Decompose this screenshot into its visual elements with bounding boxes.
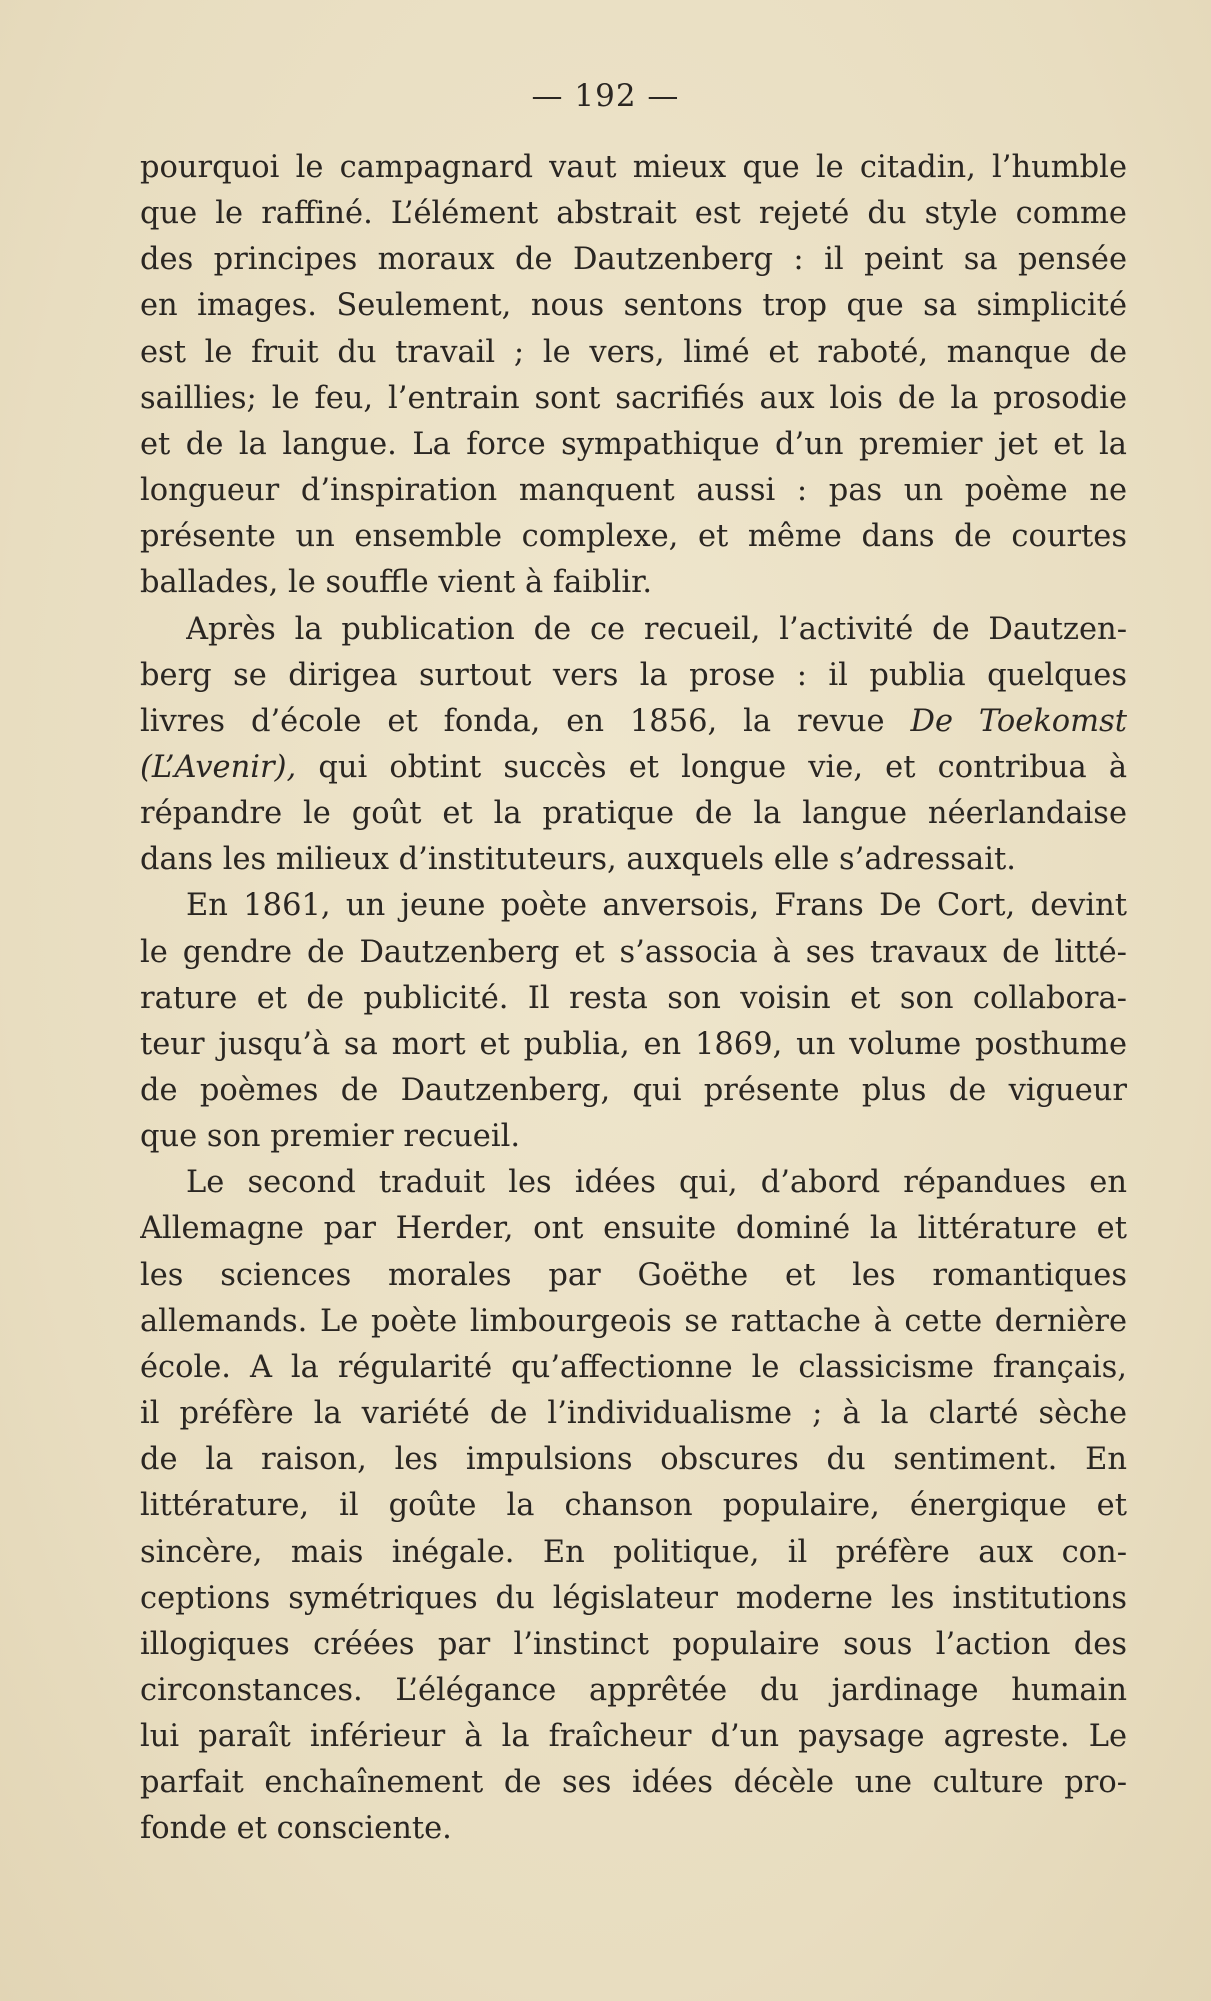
- line-text: il préfère la variété de l’individualisme ; à la clarté sèche: [140, 1396, 1127, 1432]
- text-line: [140, 1484, 1127, 1528]
- line-text: illogiques créées par l’instinct populaire sous l’action des: [140, 1626, 1127, 1662]
- text-line: [140, 1254, 1127, 1298]
- text-line: [140, 146, 1127, 190]
- italic-text: (L’Avenir),: [140, 749, 297, 785]
- text-line: [140, 931, 1127, 975]
- line-text: le gendre de Dautzenberg et s’associa à ses travaux de litté-: [140, 934, 1127, 970]
- line-text: saillies; le feu, l’entrain sont sacrifiés aux lois de la prosodie: [140, 380, 1127, 416]
- line-text: longueur d’inspiration manquent aussi : pas un poème ne: [140, 473, 1127, 509]
- text-line: [140, 746, 1127, 790]
- text-line: [140, 1207, 1127, 1251]
- text-line: [186, 608, 1127, 652]
- page-number: — 192 —: [531, 78, 680, 114]
- text-line: [140, 1346, 1127, 1390]
- line-text: et de la langue. La force sympathique d’un premier jet et la: [140, 426, 1127, 462]
- line-text: pourquoi le campagnard vaut mieux que le citadin, l’humble: [140, 150, 1127, 185]
- text-line: [140, 1715, 1127, 1759]
- text-line: [140, 423, 1127, 467]
- line-text: ceptions symétriques du législateur moderne les institutions: [140, 1580, 1127, 1616]
- line-text: en images. Seulement, nous sentons trop que sa simplicité: [140, 288, 1127, 324]
- line-text: est le fruit du travail ; le vers, limé et raboté, manque de: [140, 334, 1127, 370]
- line-text: allemands. Le poète limbourgeois se rattache à cette dernière: [140, 1303, 1127, 1339]
- line-text: des principes moraux de Dautzenberg : il peint sa pensée: [140, 242, 1127, 278]
- line-text: Allemagne par Herder, ont ensuite dominé la littérature et: [140, 1211, 1127, 1247]
- line-text: littérature, il goûte la chanson populaire, énergique et: [140, 1488, 1127, 1524]
- line-text: qui obtint succès et longue vie, et contribua à: [296, 749, 1127, 785]
- text-line: [140, 977, 1127, 1021]
- text-line: [140, 284, 1127, 328]
- text-line: [140, 700, 1127, 744]
- text-line: [140, 331, 1127, 375]
- line-text: livres d’école et fonda, en 1856, la revue: [140, 703, 911, 739]
- text-line: [140, 192, 1127, 236]
- text-line: [140, 1023, 1127, 1067]
- line-text: de la raison, les impulsions obscures du sentiment. En: [140, 1442, 1127, 1478]
- text-line: [140, 1807, 1127, 1851]
- line-text: fonde et consciente.: [140, 1811, 452, 1847]
- text-line: [140, 469, 1127, 513]
- text-line: [140, 792, 1127, 836]
- line-text: école. A la régularité qu’affectionne le classicisme français,: [140, 1349, 1127, 1385]
- line-text: sincère, mais inégale. En politique, il préfère aux con-: [140, 1534, 1127, 1570]
- line-text: de poèmes de Dautzenberg, qui présente plus de vigueur: [140, 1073, 1127, 1108]
- text-line: [186, 1161, 1127, 1205]
- text-line: [140, 515, 1127, 559]
- line-text: lui paraît inférieur à la fraîcheur d’un paysage agreste. Le: [140, 1719, 1127, 1755]
- text-line: [140, 838, 1127, 882]
- text-line: [140, 1577, 1127, 1621]
- text-line: [140, 1623, 1127, 1667]
- text-line: [140, 238, 1127, 282]
- text-line: [140, 654, 1127, 698]
- line-text: Après la publication de ce recueil, l’activité de Dautzen-: [186, 611, 1127, 647]
- text-line: [140, 1115, 1127, 1159]
- line-text: Le second traduit les idées qui, d’abord répandues en: [186, 1165, 1127, 1201]
- text-line: [140, 377, 1127, 421]
- line-text: ballades, le souffle vient à faiblir.: [140, 565, 653, 601]
- text-line: [186, 884, 1127, 928]
- text-line: [140, 561, 1127, 605]
- line-text: que le raffiné. L’élément abstrait est rejeté du style comme: [140, 196, 1127, 232]
- line-text: En 1861, un jeune poète anversois, Frans De Cort, devint: [186, 888, 1127, 924]
- line-text: teur jusqu’à sa mort et publia, en 1869, un volume posthume: [140, 1026, 1127, 1062]
- line-text: berg se dirigea surtout vers la prose : il publia quelques: [140, 657, 1127, 693]
- text-line: [140, 1300, 1127, 1344]
- line-text: les sciences morales par Goëthe et les romantiques: [140, 1257, 1127, 1293]
- text-line: [140, 1761, 1127, 1805]
- text-line: [140, 1531, 1127, 1575]
- line-text: parfait enchaînement de ses idées décèle une culture pro-: [140, 1765, 1127, 1801]
- text-line: [140, 1438, 1127, 1482]
- line-text: dans les milieux d’instituteurs, auxquels elle s’adressait.: [140, 842, 1016, 878]
- italic-text: De Toekomst: [910, 703, 1127, 739]
- line-text: circonstances. L’élégance apprêtée du jardinage humain: [140, 1672, 1127, 1708]
- text-line: [140, 1392, 1127, 1436]
- line-text: que son premier recueil.: [140, 1119, 521, 1155]
- line-text: rature et de publicité. Il resta son voisin et son collabora-: [140, 980, 1127, 1016]
- line-text: présente un ensemble complexe, et même dans de courtes: [140, 519, 1127, 555]
- text-line: [140, 1069, 1127, 1113]
- line-text: répandre le goût et la pratique de la langue néerlandaise: [140, 796, 1127, 832]
- text-line: [140, 1669, 1127, 1713]
